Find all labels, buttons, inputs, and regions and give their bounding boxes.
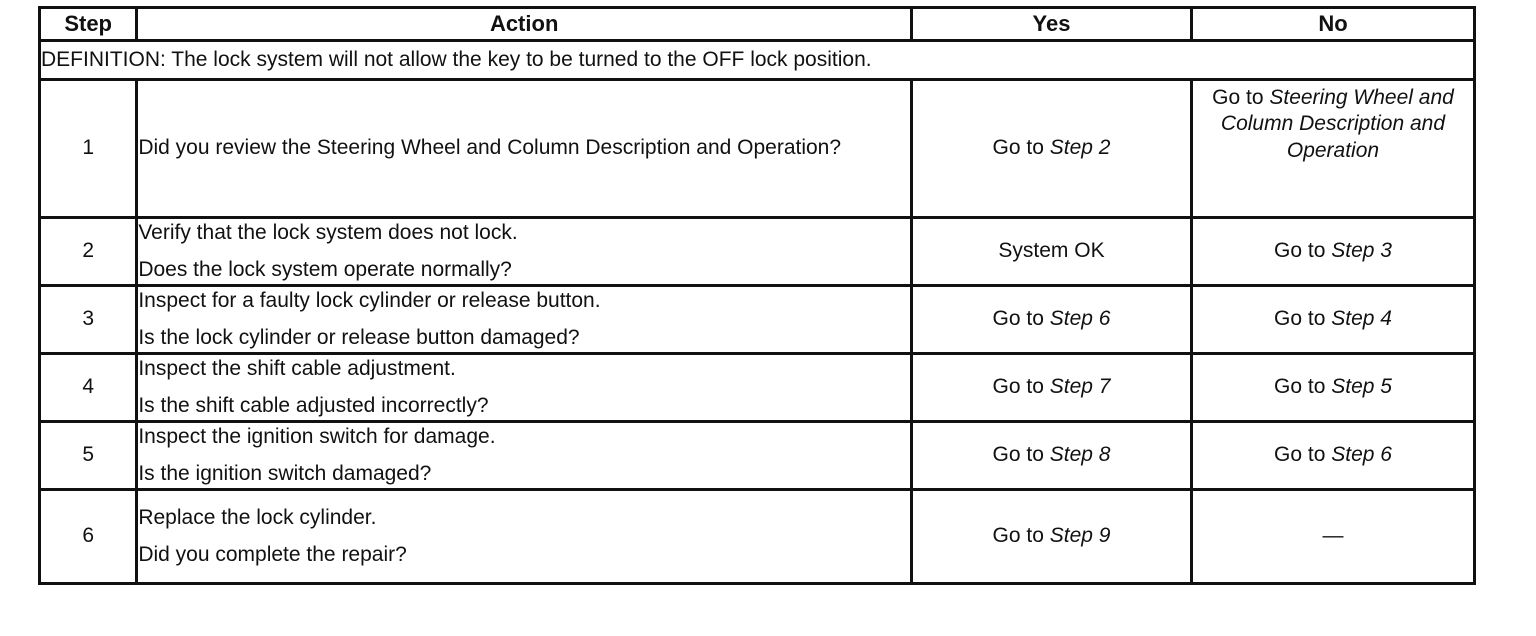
yes-prefix: Go to [992,307,1050,331]
definition-row [40,41,1475,80]
header-step: Step [40,8,137,41]
no-step-link: Step 4 [1331,307,1392,331]
yes-step-link: Step 8 [1049,443,1111,467]
step-number: 2 [40,218,137,286]
no-prefix: Go to [1212,86,1270,109]
table-row [40,490,1475,584]
header-action: Action [137,8,912,41]
action-cell [137,422,912,490]
table-row [40,218,1475,286]
yes-prefix: System OK [998,239,1105,263]
action-instruction: Replace the lock cylinder. [138,506,377,530]
no-prefix: Go to [1274,307,1332,331]
header-no: No [1191,8,1474,41]
action-question: Is the ignition switch damaged? [138,461,432,485]
action-cell [137,80,912,218]
action-instruction: Inspect the ignition switch for damage. [138,425,496,449]
action-instruction: Inspect for a faulty lock cylinder or release button. [138,289,601,313]
step-number: 5 [40,422,137,490]
yes-prefix: Go to [992,524,1050,548]
step-number: 4 [40,354,137,422]
yes-cell [912,490,1192,584]
yes-step-link: Step 9 [1049,524,1111,548]
yes-cell [912,286,1192,354]
table-row [40,80,1475,218]
yes-step-link: Step 2 [1049,136,1111,160]
no-cell [1191,286,1474,354]
yes-prefix: Go to [992,136,1050,160]
yes-cell [912,218,1192,286]
step-number: 3 [40,286,137,354]
yes-cell [912,422,1192,490]
table-row [40,354,1475,422]
header-row [40,8,1475,41]
no-cell [1191,354,1474,422]
diagnostic-table [38,6,1476,585]
no-prefix: Go to [1274,375,1332,399]
no-prefix: Go to [1274,239,1332,263]
step-number: 1 [40,80,137,218]
no-dash: — [1322,524,1344,548]
step-number: 6 [40,490,137,584]
action-instruction: Inspect the shift cable adjustment. [138,357,456,381]
no-cell [1191,490,1474,584]
no-step-link: Step 5 [1331,375,1392,399]
no-cell [1191,80,1474,218]
action-question: Does the lock system operate normally? [138,257,512,281]
table-row [40,286,1475,354]
action-question: Is the shift cable adjusted incorrectly? [138,393,489,417]
action-instruction: Verify that the lock system does not lock. [138,221,518,245]
action-question: Is the lock cylinder or release button damaged? [138,325,580,349]
yes-step-link: Step 6 [1049,307,1111,331]
definition-text: DEFINITION: The lock system will not allow the key to be turned to the OFF lock position. [40,41,1475,80]
action-text: Did you review the Steering Wheel and Column Description and Operation? [138,136,842,160]
action-cell [137,218,912,286]
yes-cell [912,80,1192,218]
no-cell [1191,218,1474,286]
action-question: Did you complete the repair? [138,542,407,566]
yes-prefix: Go to [992,443,1050,467]
action-cell [137,490,912,584]
no-step-link: Step 3 [1331,239,1392,263]
no-prefix: Go to [1274,443,1332,467]
no-step-link: Step 6 [1331,443,1392,467]
table-row [40,422,1475,490]
action-cell [137,354,912,422]
no-reference-link: Steering Wheel and Column Description and Operation [1220,86,1454,162]
action-cell [137,286,912,354]
header-yes: Yes [912,8,1192,41]
yes-cell [912,354,1192,422]
yes-prefix: Go to [992,375,1050,399]
yes-step-link: Step 7 [1049,375,1111,399]
no-cell [1191,422,1474,490]
